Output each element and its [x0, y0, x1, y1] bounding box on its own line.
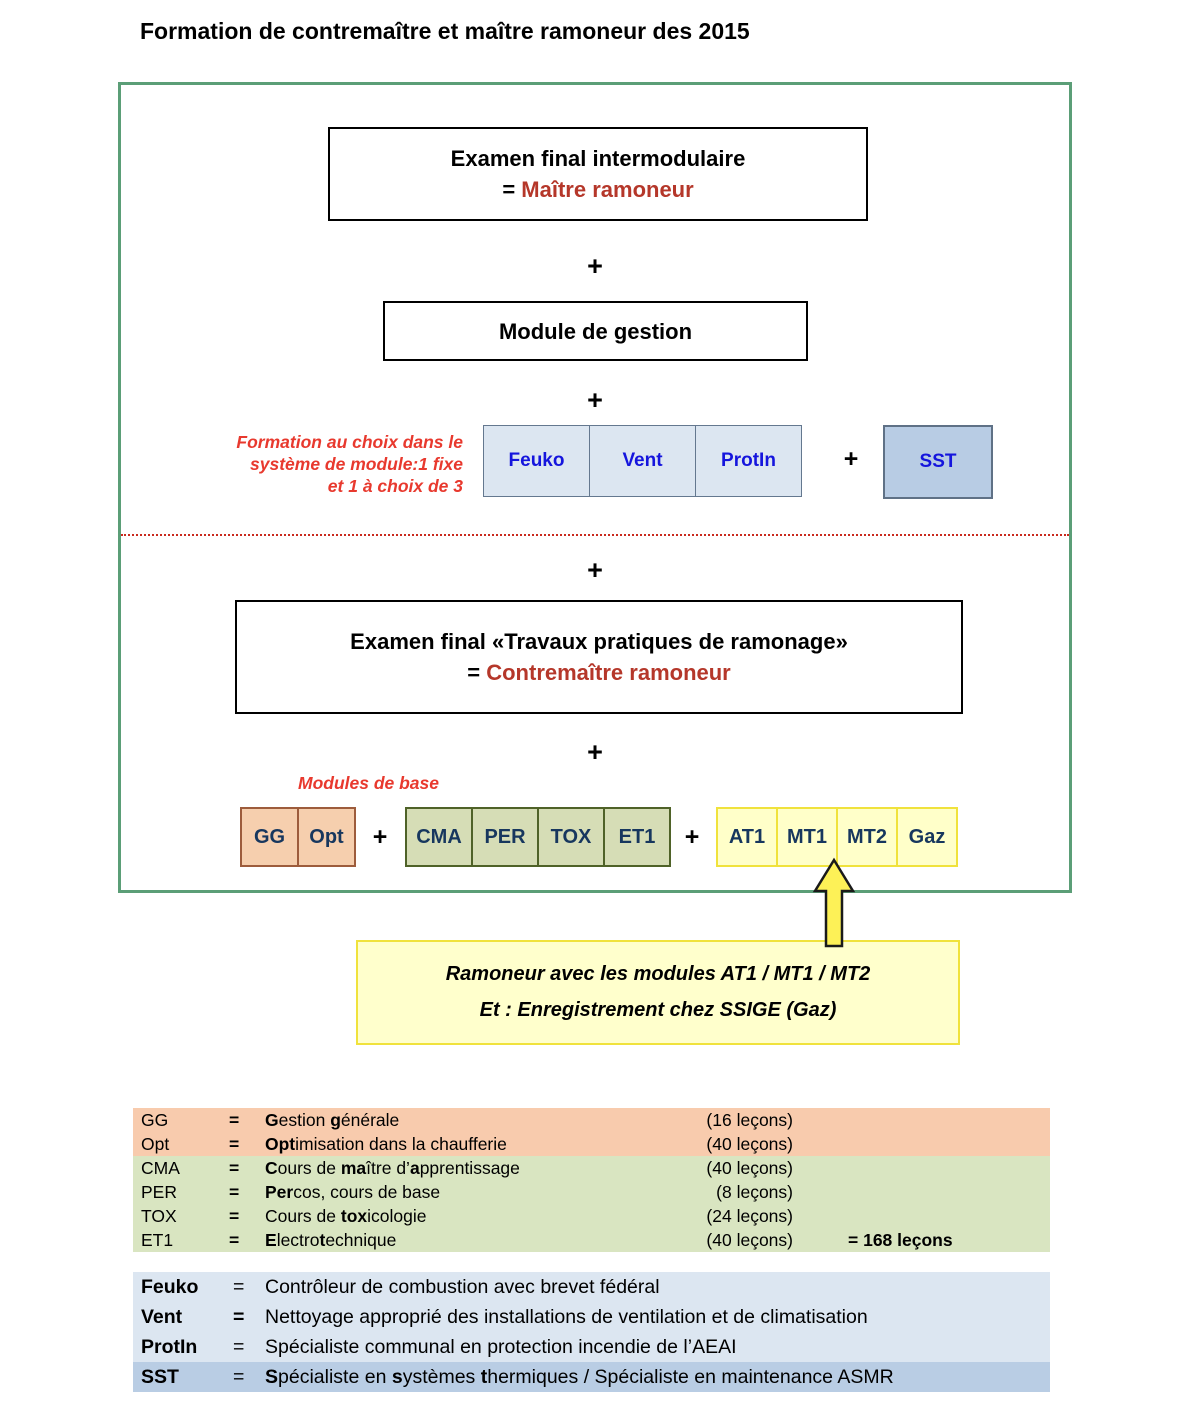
- legend-lessons: (40 leçons): [706, 1158, 793, 1178]
- page-title: Formation de contremaître et maître ramoneur des 2015: [140, 18, 750, 44]
- legend-equals: =: [229, 1230, 240, 1250]
- legend-equals: =: [233, 1276, 245, 1298]
- module-cell-MT1: MT1: [776, 807, 838, 867]
- legend-equals: =: [233, 1306, 245, 1328]
- legend-row-ProtIn: [133, 1332, 1050, 1362]
- legend-modules-table: [133, 1108, 1050, 1252]
- legend-abbr: ET1: [141, 1230, 174, 1250]
- legend-desc: Percos, cours de base: [265, 1182, 441, 1202]
- plus-sign: +: [684, 823, 700, 851]
- legend-desc: Cours de toxicologie: [265, 1206, 427, 1226]
- module-gestion-box: [383, 301, 808, 361]
- choice-note: Formation au choix dans le système de module:1 fixe et 1 à choix de 3: [236, 432, 463, 496]
- exam-top-line1: Examen final intermodulaire: [450, 146, 746, 171]
- legend-total: [793, 1180, 1050, 1204]
- exam-top-result: [502, 174, 693, 205]
- legend-equals: =: [229, 1158, 240, 1178]
- plus-sign: +: [587, 251, 603, 281]
- equals-sign: =: [467, 660, 481, 685]
- legend-row-CMA: [133, 1156, 1050, 1180]
- legend-abbr: CMA: [141, 1158, 180, 1178]
- base-group-1: [240, 807, 356, 867]
- legend-abbr: Vent: [141, 1306, 183, 1328]
- legend-row-Vent: [133, 1302, 1050, 1332]
- legend-row-ET1: [133, 1228, 1050, 1252]
- legend-abbr: Feuko: [141, 1276, 199, 1298]
- modules-base-label: Modules de base: [298, 773, 440, 793]
- exam-bottom-result: [467, 657, 731, 688]
- module-cell-ET1: ET1: [603, 807, 671, 867]
- legend-lessons: (40 leçons): [706, 1134, 793, 1154]
- legend-equals: =: [229, 1206, 240, 1226]
- legend-equals: =: [233, 1336, 245, 1358]
- elective-modules-row: [483, 425, 802, 497]
- up-arrow-icon: [806, 857, 862, 949]
- legend-row-Feuko: [133, 1272, 1050, 1302]
- legend-row-TOX: [133, 1204, 1050, 1228]
- plus-sign: +: [587, 555, 603, 585]
- contremaitre-ramoneur-label: Contremaître ramoneur: [486, 660, 731, 685]
- legend-desc: Contrôleur de combustion avec brevet fédéral: [265, 1276, 660, 1298]
- legend-total: [793, 1108, 1050, 1132]
- equals-sign: =: [502, 177, 516, 202]
- legend-total: [793, 1156, 1050, 1180]
- module-cell-AT1: AT1: [716, 807, 778, 867]
- legend-lessons: (24 leçons): [706, 1206, 793, 1226]
- elective-module-Feuko: Feuko: [483, 425, 590, 497]
- legend-abbr: GG: [141, 1110, 169, 1130]
- plus-sign: +: [372, 823, 388, 851]
- legend-row-Opt: [133, 1132, 1050, 1156]
- legend-equals: =: [229, 1134, 240, 1154]
- legend-desc: Electrotechnique: [265, 1230, 397, 1250]
- maitre-ramoneur-label: Maître ramoneur: [521, 177, 694, 202]
- elective-module-Vent: Vent: [589, 425, 696, 497]
- module-cell-Opt: Opt: [297, 807, 356, 867]
- base-group-2: [405, 807, 671, 867]
- module-cell-TOX: TOX: [537, 807, 605, 867]
- sst-module-box: SST: [883, 425, 993, 499]
- legend-lessons: (16 leçons): [706, 1110, 793, 1130]
- module-cell-Gaz: Gaz: [896, 807, 958, 867]
- exam-bottom-line1: Examen final «Travaux pratiques de ramonage»: [350, 629, 848, 654]
- legend-desc: Gestion générale: [265, 1110, 400, 1130]
- exam-bottom-box: [235, 600, 963, 714]
- legend-abbr: TOX: [141, 1206, 177, 1226]
- diagram-container: [118, 82, 1072, 893]
- legend-abbr: SST: [141, 1366, 179, 1388]
- callout-line1: Ramoneur avec les modules AT1 / MT1 / MT2: [445, 963, 871, 985]
- separator-dotted-line: [121, 534, 1069, 536]
- exam-top-box: [328, 127, 868, 221]
- legend-equals: =: [229, 1110, 240, 1130]
- plus-sign: +: [843, 445, 859, 473]
- module-gestion-label: Module de gestion: [498, 318, 693, 344]
- legend-desc: Spécialiste communal en protection incendie de l’AEAI: [265, 1336, 737, 1358]
- legend-abbr: Opt: [141, 1134, 170, 1154]
- elective-module-ProtIn: ProtIn: [695, 425, 802, 497]
- legend-abbr: PER: [141, 1182, 177, 1202]
- plus-sign: +: [587, 385, 603, 415]
- legend-row-SST: [133, 1362, 1050, 1392]
- legend-desc: Spécialiste en systèmes thermiques / Spécialiste en maintenance ASMR: [265, 1366, 894, 1388]
- legend-total: [793, 1204, 1050, 1228]
- legend-desc: Optimisation dans la chaufferie: [265, 1134, 507, 1154]
- legend-electives-table: [133, 1272, 1050, 1392]
- callout-line2: Et : Enregistrement chez SSIGE (Gaz): [479, 999, 837, 1021]
- legend-total: = 168 leçons: [848, 1230, 953, 1250]
- module-cell-CMA: CMA: [405, 807, 473, 867]
- legend-abbr: ProtIn: [141, 1336, 198, 1358]
- legend-equals: =: [229, 1182, 240, 1202]
- legend-lessons: (8 leçons): [716, 1182, 793, 1202]
- plus-sign: +: [587, 737, 603, 767]
- callout-box: [356, 940, 960, 1045]
- legend-equals: =: [233, 1366, 245, 1388]
- legend-row-PER: [133, 1180, 1050, 1204]
- legend-desc: Nettoyage approprié des installations de ventilation et de climatisation: [265, 1306, 868, 1328]
- module-cell-PER: PER: [471, 807, 539, 867]
- module-cell-MT2: MT2: [836, 807, 898, 867]
- module-cell-GG: GG: [240, 807, 299, 867]
- legend-desc: Cours de maître d’apprentissage: [265, 1158, 520, 1178]
- legend-row-GG: [133, 1108, 1050, 1132]
- legend-lessons: (40 leçons): [706, 1230, 793, 1250]
- legend-total: [793, 1132, 1050, 1156]
